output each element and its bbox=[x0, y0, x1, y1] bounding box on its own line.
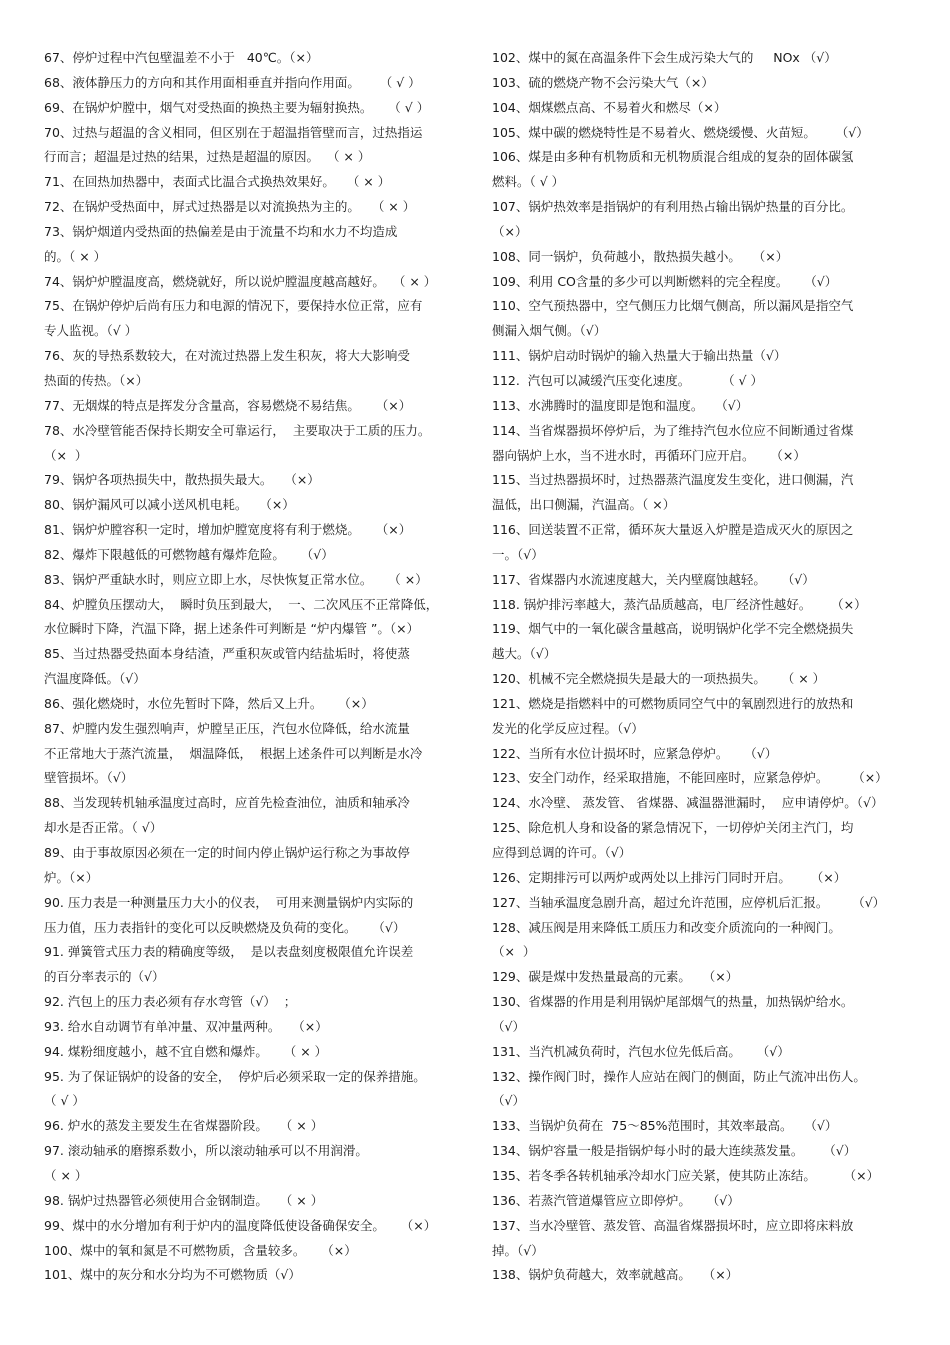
text-line: 91. 弹簧管式压力表的精确度等级， 是以表盘刻度极限值允许误差 bbox=[44, 944, 414, 960]
text-line: 128、减压阀是用来降低工质压力和改变介质流向的一种阀门。 bbox=[492, 919, 841, 935]
text-line: 70、过热与超温的含义相同，但区别在于超温指管壁而言，过热指运 bbox=[44, 124, 423, 140]
text-line: 专人监视。（√ ） bbox=[44, 323, 138, 339]
text-line: 109、利用 CO含量的多少可以判断燃料的完全程度。 （√） bbox=[492, 273, 838, 289]
text-line: 115、当过热器损坏时，过热器蒸汽温度发生变化，进口侧漏，汽 bbox=[492, 472, 854, 488]
text-line: 136、若蒸汽管道爆管应立即停炉。 （√） bbox=[492, 1192, 740, 1208]
text-line: 96. 炉水的蒸发主要发生在省煤器阶段。 （ × ） bbox=[44, 1118, 324, 1134]
text-line: 器向锅炉上水，当不进水时，再循环门应开启。 （×） bbox=[492, 447, 806, 463]
text-line: 88、当发现转机轴承温度过高时，应首先检查油位，油质和轴承冷 bbox=[44, 795, 410, 811]
text-line: 133、当锅炉负荷在 75～85%范围时，其效率最高。 （√） bbox=[492, 1118, 838, 1134]
text-line: 75、在锅炉停炉后尚有压力和电源的情况下，要保持水位正常，应有 bbox=[44, 298, 423, 314]
text-line: 77、无烟煤的特点是挥发分含量高，容易燃烧不易结焦。 （×） bbox=[44, 397, 412, 413]
text-line: 138、锅炉负荷越大，效率就越高。 （×） bbox=[492, 1267, 739, 1283]
text-line: 79、锅炉各项热损失中，散热损失最大。 （×） bbox=[44, 472, 320, 488]
text-line: 125、除危机人身和设备的紧急情况下，一切停炉关闭主汽门，均 bbox=[492, 820, 854, 836]
text-line: 95. 为了保证锅炉的设备的安全， 停炉后必须采取一定的保养措施。 bbox=[44, 1068, 426, 1084]
text-line: 的。（ × ） bbox=[44, 248, 107, 264]
text-line: 87、炉膛内发生强烈响声，炉膛呈正压，汽包水位降低，给水流量 bbox=[44, 720, 410, 736]
text-line: 温低，出口侧漏，汽温高。（ ×） bbox=[492, 497, 676, 513]
text-line: 82、爆炸下限越低的可燃物越有爆炸危险。 （√） bbox=[44, 546, 334, 562]
text-line: 135、若冬季各转机轴承冷却水门应关紧，使其防止冻结。 （×） bbox=[492, 1167, 880, 1183]
text-line: 81、锅炉炉膛容积一定时，增加炉膛宽度将有利于燃烧。 （×） bbox=[44, 522, 412, 538]
text-line: 93. 给水自动调节有单冲量、双冲量两种。 （×） bbox=[44, 1018, 328, 1034]
text-line: 94. 煤粉细度越小，越不宜自燃和爆炸。 （ × ） bbox=[44, 1043, 328, 1059]
text-line: 却水是否正常。（ √） bbox=[44, 820, 163, 836]
text-line: 127、当轴承温度急剧升高，超过允许范围，应停机后汇报。 （√） bbox=[492, 894, 886, 910]
text-line: 129、碳是煤中发热量最高的元素。 （×） bbox=[492, 969, 739, 985]
text-line: 一。（√） bbox=[492, 546, 544, 562]
text-line: 118. 锅炉排污率越大，蒸汽品质越高，电厂经济性越好。 （×） bbox=[492, 596, 867, 612]
text-line: 110、空气预热器中，空气侧压力比烟气侧高，所以漏风是指空气 bbox=[492, 298, 854, 314]
text-line: （√） bbox=[492, 1018, 525, 1034]
text-line: 106、煤是由多种有机物质和无机物质混合组成的复杂的固体碳氢 bbox=[492, 149, 854, 165]
text-line: 112. 汽包可以减缓汽压变化速度。 （ √ ） bbox=[492, 372, 763, 388]
text-line: 107、锅炉热效率是指锅炉的有利用热占输出锅炉热量的百分比。 bbox=[492, 199, 854, 215]
right-column bbox=[492, 46, 910, 1288]
text-line: 90. 压力表是一种测量压力大小的仪表， 可用来测量锅炉内实际的 bbox=[44, 894, 414, 910]
text-line: 热面的传热。（×） bbox=[44, 372, 149, 388]
text-line: 73、锅炉烟道内受热面的热偏差是由于流量不均和水力不均造成 bbox=[44, 223, 398, 239]
text-line: 104、烟煤燃点高、不易着火和燃尽（×） bbox=[492, 99, 727, 115]
text-line: 97. 滚动轴承的磨擦系数小，所以滚动轴承可以不用润滑。 bbox=[44, 1143, 368, 1159]
text-line: 134、锅炉容量一般是指锅炉每小时的最大连续蒸发量。 （√） bbox=[492, 1143, 857, 1159]
text-line: 燃料。（ √ ） bbox=[492, 174, 565, 190]
left-column bbox=[44, 46, 460, 1288]
text-line: 121、燃烧是指燃料中的可燃物质同空气中的氧剧烈进行的放热和 bbox=[492, 695, 854, 711]
text-line: 132、操作阀门时，操作人应站在阀门的侧面，防止气流冲出伤人。 bbox=[492, 1068, 866, 1084]
text-line: 68、液体静压力的方向和其作用面相垂直并指向作用面。 （ √ ） bbox=[44, 74, 421, 90]
text-line: 105、煤中碳的燃烧特性是不易着火、燃烧缓慢、火苗短。 （√） bbox=[492, 124, 869, 140]
text-line: （× ） bbox=[44, 447, 88, 463]
text-line: 76、灰的导热系数较大，在对流过热器上发生积灰，将大大影响受 bbox=[44, 348, 410, 364]
text-line: 压力值，压力表指针的变化可以反映燃烧及负荷的变化。 （√） bbox=[44, 919, 406, 935]
text-line: 92. 汽包上的压力表必须有存水弯管（√） ； bbox=[44, 994, 297, 1010]
text-line: 水位瞬时下降，汽温下降，据上述条件可判断是 “炉内爆管 ”。（×） bbox=[44, 621, 420, 637]
text-line: 114、当省煤器损坏停炉后，为了维持汽包水位应不间断通过省煤 bbox=[492, 422, 854, 438]
text-line: 78、水冷壁管能否保持长期安全可靠运行， 主要取决于工质的压力。 bbox=[44, 422, 431, 438]
text-line: 的百分率表示的（√） bbox=[44, 969, 165, 985]
text-line: 炉。（×） bbox=[44, 869, 99, 885]
text-line: 71、在回热加热器中，表面式比温合式换热效果好。 （ × ） bbox=[44, 174, 391, 190]
text-line: 行而言；超温是过热的结果，过热是超温的原因。 （ × ） bbox=[44, 149, 371, 165]
text-line: 100、煤中的氧和氮是不可燃物质，含量较多。 （×） bbox=[44, 1242, 357, 1258]
text-line: 67、停炉过程中汽包壁温差不小于 40℃。（×） bbox=[44, 50, 319, 65]
text-line: 发光的化学反应过程。（√） bbox=[492, 720, 644, 736]
text-line: 85、当过热器受热面本身结渣，严重积灰或管内结盐垢时，将使蒸 bbox=[44, 646, 410, 662]
text-line: 119、烟气中的一氧化碳含量越高，说明锅炉化学不完全燃烧损失 bbox=[492, 621, 854, 637]
text-line: 102、煤中的氮在高温条件下会生成污染大气的 NOx （√） bbox=[492, 50, 837, 65]
text-line: （× ） bbox=[492, 944, 536, 960]
text-line: 113、水沸腾时的温度即是饱和温度。 （√） bbox=[492, 397, 749, 413]
text-line: 98. 锅炉过热器管必须使用合金钢制造。 （ × ） bbox=[44, 1192, 324, 1208]
text-line: 101、煤中的灰分和水分均为不可燃物质（√） bbox=[44, 1267, 301, 1283]
text-line: 116、回送装置不正常，循环灰大量返入炉膛是造成灭火的原因之 bbox=[492, 522, 854, 538]
text-line: 89、由于事故原因必须在一定的时间内停止锅炉运行称之为事故停 bbox=[44, 845, 410, 860]
text-line: 不正常地大于蒸汽流量， 烟温降低， 根据上述条件可以判断是水冷 bbox=[44, 745, 423, 761]
text-line: 111、锅炉启动时锅炉的输入热量大于输出热量（√） bbox=[492, 348, 787, 364]
text-line: 应得到总调的许可。（√） bbox=[492, 845, 632, 860]
text-line: 侧漏入烟气侧。（√） bbox=[492, 323, 607, 339]
text-line: 137、当水冷壁管、蒸发管、高温省煤器损坏时，应立即将床料放 bbox=[492, 1217, 854, 1233]
text-line: 72、在锅炉受热面中，屏式过热器是以对流换热为主的。 （ × ） bbox=[44, 199, 416, 215]
text-line: 越大。（√） bbox=[492, 646, 557, 662]
text-line: 123、安全门动作，经采取措施，不能回座时，应紧急停炉。 （×） bbox=[492, 770, 888, 786]
text-line: 120、机械不完全燃烧损失是最大的一项热损失。 （ × ） bbox=[492, 671, 826, 687]
text-line: 汽温度降低。（√） bbox=[44, 671, 146, 687]
text-line: 84、炉膛负压摆动大， 瞬时负压到最大， 一、二次风压不正常降低， bbox=[44, 596, 439, 612]
text-line: 108、同一锅炉，负荷越小，散热损失越小。 （×） bbox=[492, 248, 789, 264]
text-line: （×） bbox=[492, 223, 528, 239]
text-line: 117、省煤器内水流速度越大，关内壁腐蚀越轻。 （√） bbox=[492, 571, 815, 587]
text-line: 124、水冷壁、 蒸发管、 省煤器、减温器泄漏时， 应申请停炉。（√） bbox=[492, 795, 884, 811]
text-line: 131、当汽机减负荷时，汽包水位先低后高。 （√） bbox=[492, 1043, 790, 1059]
text-line: 103、硫的燃烧产物不会污染大气（×） bbox=[492, 74, 714, 90]
text-line: 130、省煤器的作用是利用锅炉尾部烟气的热量，加热锅炉给水。 bbox=[492, 994, 854, 1010]
text-line: 掉。（√） bbox=[492, 1242, 544, 1258]
text-line: 69、在锅炉炉膛中，烟气对受热面的换热主要为辐射换热。 （ √ ） bbox=[44, 99, 430, 115]
text-line: 99、煤中的水分增加有利于炉内的温度降低使设备确保安全。 （×） bbox=[44, 1217, 437, 1233]
text-line: 80、锅炉漏风可以减小送风机电耗。 （×） bbox=[44, 497, 295, 513]
text-line: （ × ） bbox=[44, 1167, 88, 1183]
text-line: 126、定期排污可以两炉或两处以上排污门同时开启。 （×） bbox=[492, 869, 847, 885]
text-line: 86、强化燃烧时，水位先暂时下降，然后又上升。 （×） bbox=[44, 695, 374, 711]
text-line: （√） bbox=[492, 1093, 525, 1109]
text-line: 83、锅炉严重缺水时，则应立即上水，尽快恢复正常水位。 （ ×） bbox=[44, 571, 428, 587]
text-line: 74、锅炉炉膛温度高，燃烧就好，所以说炉膛温度越高越好。 （ × ） bbox=[44, 273, 437, 289]
text-line: （ √ ） bbox=[44, 1093, 85, 1109]
text-line: 122、当所有水位计损坏时，应紧急停炉。 （√） bbox=[492, 745, 778, 761]
text-line: 壁管损坏。（√） bbox=[44, 770, 134, 786]
